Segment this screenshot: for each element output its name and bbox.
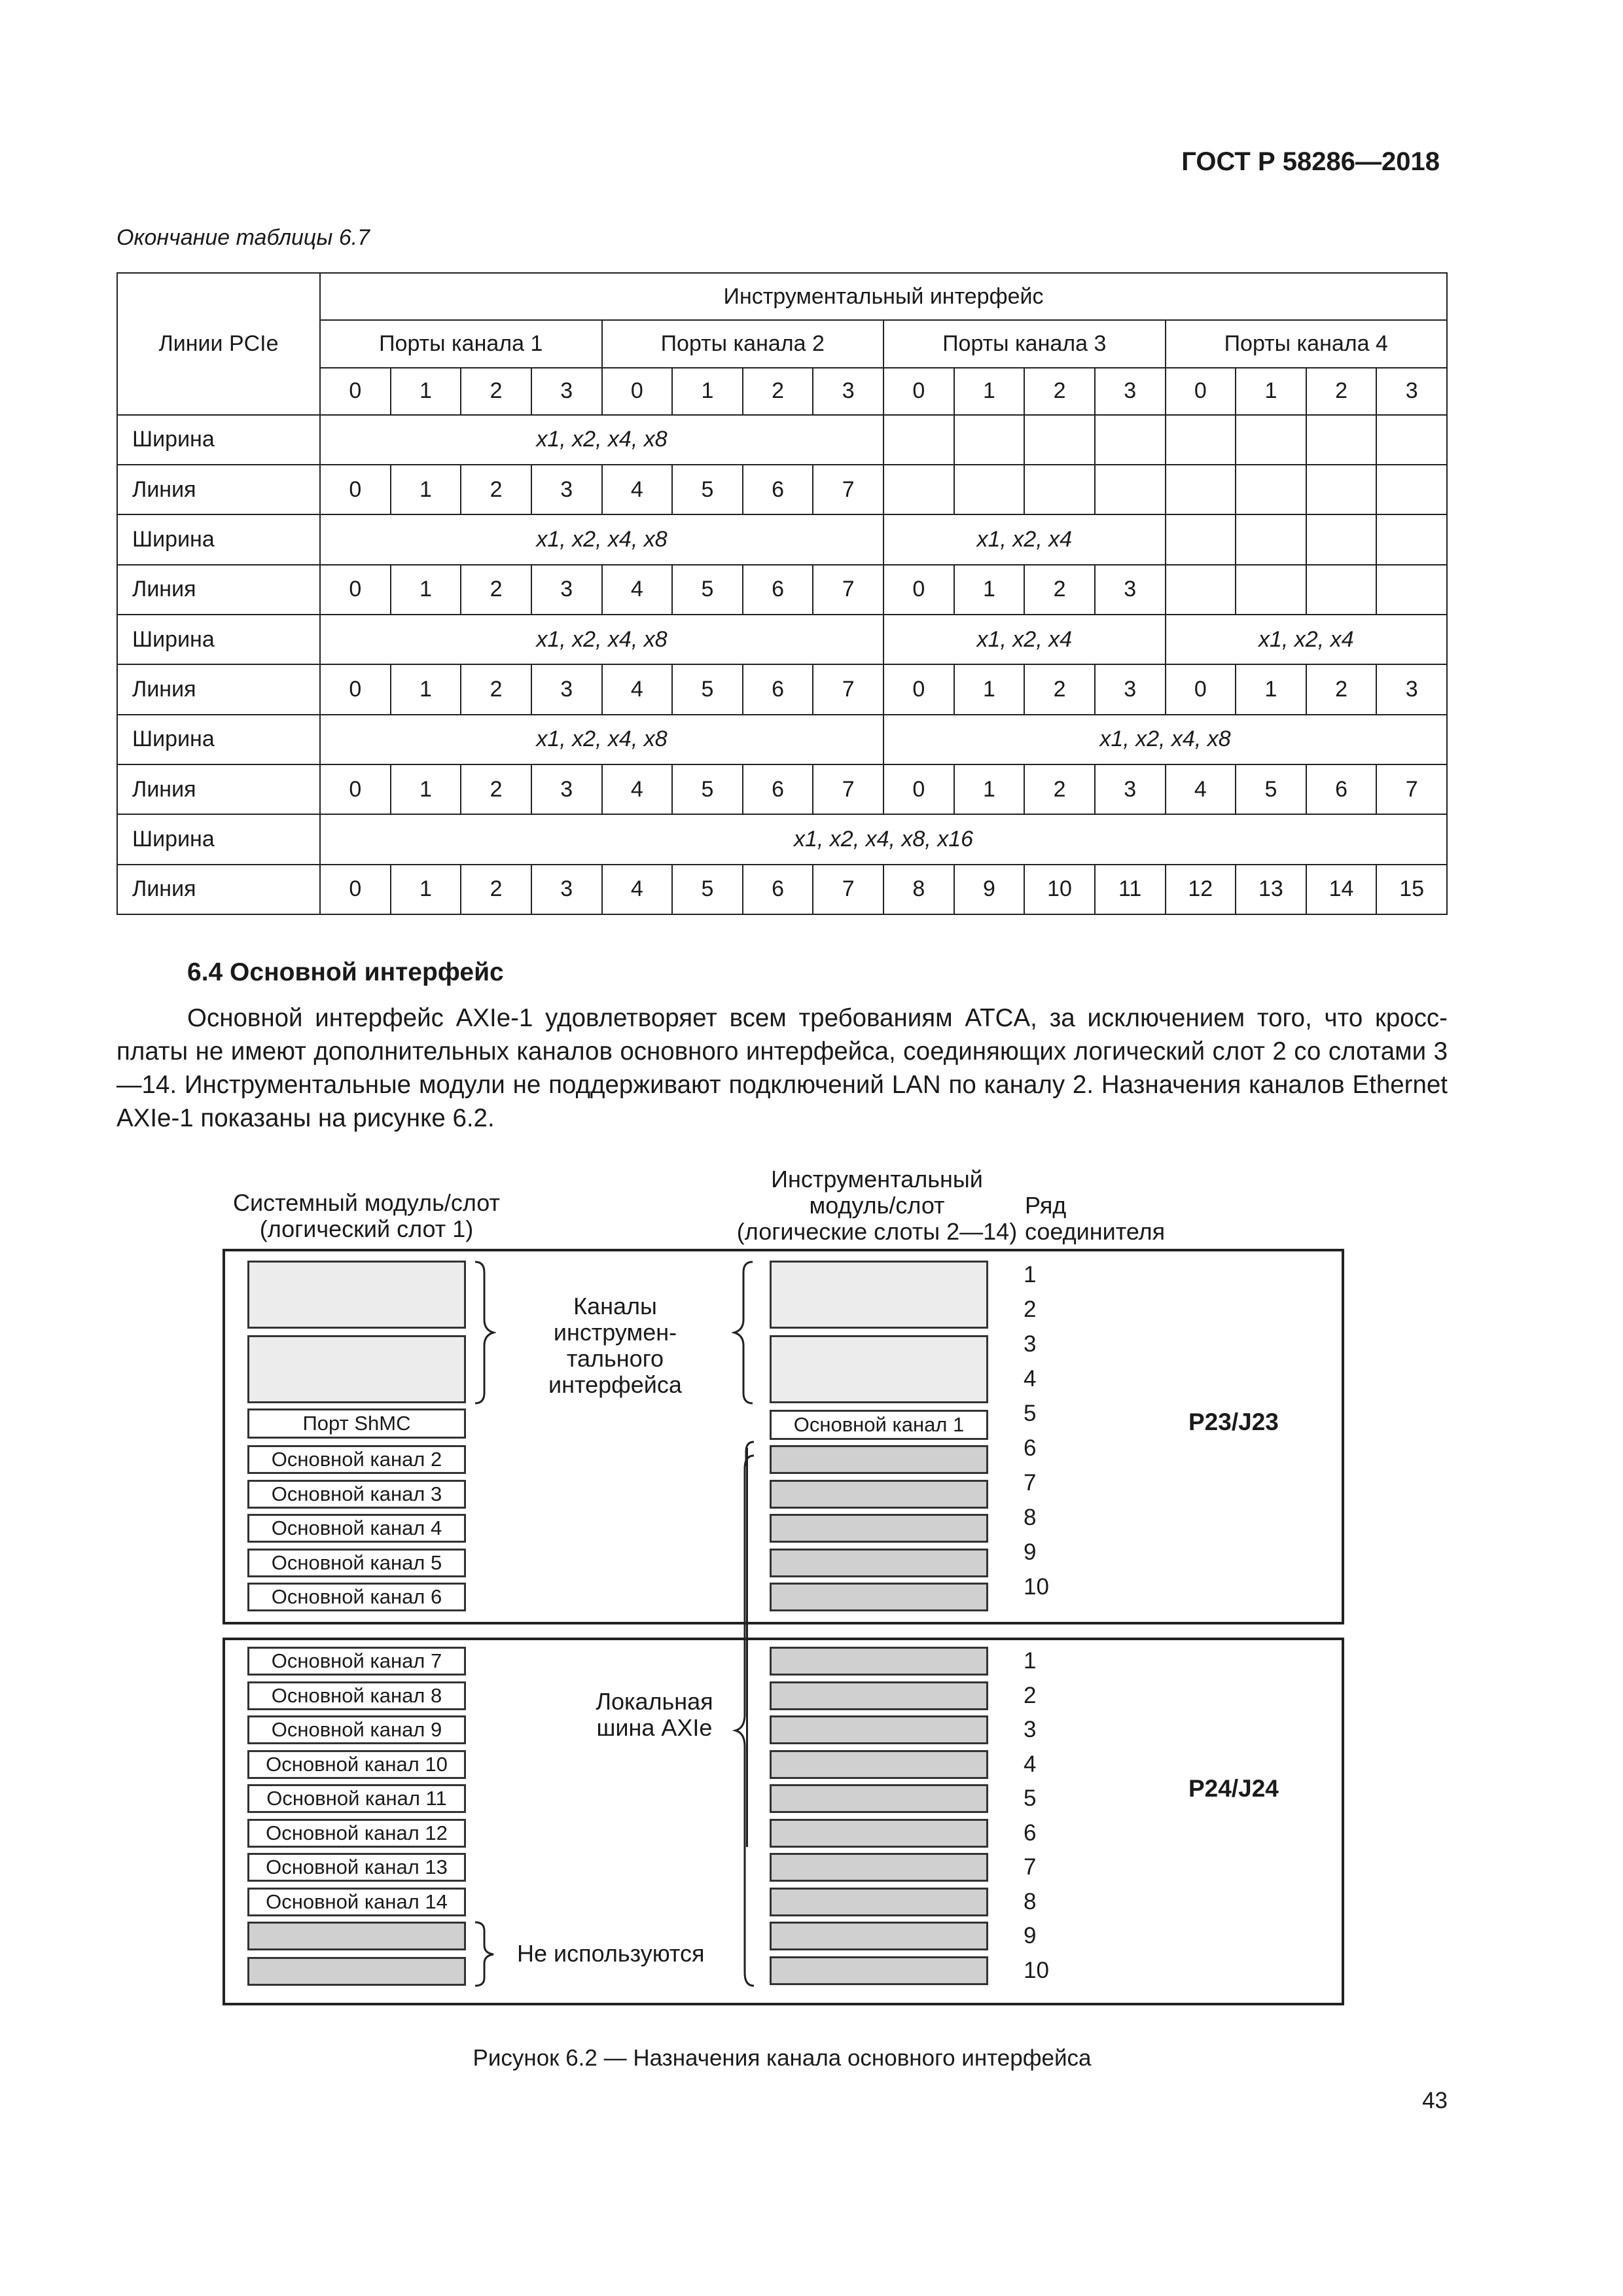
- section-title: 6.4 Основной интерфейс: [187, 958, 504, 986]
- line-cell: 3: [531, 865, 602, 914]
- width-cell: x1, x2, x4, x8: [320, 415, 883, 465]
- connector-row-header-line2: соединителя: [1025, 1218, 1166, 1245]
- port-number: 0: [602, 368, 673, 415]
- lower-connector-frame: [223, 1638, 1344, 2005]
- width-cell: x1, x2, x4, x8: [883, 715, 1447, 764]
- local-bus-slot: [770, 1750, 988, 1779]
- line-row: [117, 465, 1447, 514]
- line-cell: 5: [1236, 764, 1306, 814]
- system-channel-slot: Основной канал 5: [247, 1549, 466, 1577]
- lower-row-number: 3: [1024, 1717, 1037, 1742]
- system-slot-header-line2: (логический слот 1): [259, 1215, 474, 1242]
- line-cell: 1: [391, 865, 461, 914]
- line-cell: [1306, 565, 1377, 615]
- line-cell: 6: [743, 565, 813, 615]
- upper-row-number: 2: [1024, 1297, 1037, 1322]
- upper-row-number: 9: [1024, 1539, 1037, 1565]
- width-cell: x1, x2, x4, x8: [320, 715, 883, 764]
- line-cell: 11: [1095, 865, 1166, 914]
- upper-row-number: 5: [1024, 1401, 1037, 1426]
- port-number: 2: [1306, 368, 1377, 415]
- system-instrument-channel-block-1: [247, 1261, 466, 1329]
- lower-row-number: 1: [1024, 1648, 1037, 1674]
- local-bus-slot: [770, 1853, 988, 1882]
- line-row-label: Линия: [117, 465, 320, 514]
- lower-row-number: 9: [1024, 1923, 1037, 1948]
- line-cell: [1306, 465, 1377, 514]
- line-cell: 2: [461, 865, 531, 914]
- instrument-channels-label-line2: инструмен-: [553, 1319, 677, 1346]
- line-cell: 6: [743, 465, 813, 514]
- instrument-slot-header: [694, 1166, 1060, 1245]
- line-cell: 4: [602, 865, 673, 914]
- line-cell: 4: [602, 465, 673, 514]
- width-row: [117, 814, 1447, 864]
- section-paragraph: Основной интерфейс AXIe-1 удовлетворяет всем требованиям ATCA, за исключением того, что кросс-платы не имеют дополнительных каналов основного интерфейса, соединяющих логический слот 2 со слотами 3—14. Инструментальные модули не поддерживают подключений LAN по каналу 2. Назначения каналов Ethernet AXIe-1 показаны на рисунке 6.2.: [116, 1004, 1448, 1132]
- line-cell: 4: [602, 764, 673, 814]
- instrument-channels-label-line4: интерфейса: [548, 1371, 682, 1398]
- width-row: [117, 615, 1447, 664]
- line-row-label: Линия: [117, 664, 320, 714]
- line-cell: 5: [672, 865, 743, 914]
- port-number: 3: [813, 368, 883, 415]
- width-cell: x1, x2, x4, x8: [320, 615, 883, 664]
- line-row: [117, 664, 1447, 714]
- system-channel-slot: Основной канал 3: [247, 1480, 466, 1509]
- width-row: [117, 415, 1447, 465]
- line-cell: 3: [531, 664, 602, 714]
- line-cell: 9: [954, 865, 1025, 914]
- width-cell: [1166, 415, 1236, 465]
- line-cell: 5: [672, 465, 743, 514]
- line-cell: 3: [531, 565, 602, 615]
- line-cell: 10: [1024, 865, 1095, 914]
- connector-row-header: [1025, 1193, 1182, 1245]
- system-slot-header: [196, 1190, 537, 1242]
- line-cell: [954, 465, 1025, 514]
- width-cell: [1306, 514, 1377, 564]
- line-cell: 5: [672, 565, 743, 615]
- instrument-channel-slot: [770, 1583, 988, 1611]
- port-number: 3: [1376, 368, 1447, 415]
- standard-number: ГОСТ Р 58286—2018: [1181, 147, 1440, 176]
- upper-row-number: 1: [1024, 1262, 1037, 1287]
- line-cell: 5: [672, 764, 743, 814]
- line-cell: 1: [391, 565, 461, 615]
- upper-connector-frame: [223, 1249, 1344, 1624]
- port-number: 3: [1095, 368, 1166, 415]
- local-bus-slot: [770, 1922, 988, 1950]
- system-channel-slot: Основной канал 10: [247, 1750, 466, 1779]
- line-cell: 0: [320, 764, 391, 814]
- line-cell: 0: [320, 565, 391, 615]
- line-cell: 2: [461, 764, 531, 814]
- port-number: 0: [883, 368, 954, 415]
- line-row-label: Линия: [117, 565, 320, 615]
- width-cell: [954, 415, 1025, 465]
- line-cell: 1: [1236, 664, 1306, 714]
- system-unused-slot-1: [247, 1922, 466, 1950]
- width-cell: [1236, 514, 1306, 564]
- system-channel-slot: Основной канал 6: [247, 1583, 466, 1611]
- width-cell: x1, x2, x4, x8: [320, 514, 883, 564]
- instrument-channel-slot: [770, 1445, 988, 1474]
- local-bus-slot: [770, 1647, 988, 1676]
- line-cell: [1376, 465, 1447, 514]
- upper-row-number: 7: [1024, 1470, 1037, 1496]
- port-number: 1: [672, 368, 743, 415]
- lower-row-number: 10: [1024, 1957, 1049, 1983]
- instrument-base-channel-slot: Основной канал 1: [770, 1410, 988, 1440]
- line-cell: 4: [602, 664, 673, 714]
- line-cell: 1: [391, 764, 461, 814]
- table-caption: Окончание таблицы 6.7: [116, 225, 370, 250]
- line-cell: 2: [1024, 565, 1095, 615]
- line-cell: 0: [883, 764, 954, 814]
- line-row: [117, 764, 1447, 814]
- system-channel-slot: Основной канал 14: [247, 1888, 466, 1916]
- instrument-channels-label-line3: тального: [566, 1345, 664, 1372]
- width-cell: x1, x2, x4: [1166, 615, 1448, 664]
- width-cell: x1, x2, x4: [883, 514, 1166, 564]
- line-cell: 0: [320, 664, 391, 714]
- line-cell: 7: [813, 565, 883, 615]
- line-cell: 6: [743, 664, 813, 714]
- page-number: 43: [1422, 2088, 1448, 2113]
- upper-row-number: 10: [1024, 1574, 1049, 1600]
- lower-row-number: 8: [1024, 1888, 1037, 1914]
- width-cell: [1095, 415, 1166, 465]
- upper-connector-label: P23/J23: [1188, 1408, 1279, 1435]
- line-row-label: Линия: [117, 764, 320, 814]
- width-row-label: Ширина: [117, 514, 320, 564]
- local-bus-label-line2: шина AXIe: [596, 1714, 713, 1741]
- upper-row-number: 3: [1024, 1331, 1037, 1357]
- system-channel-slot: Основной канал 9: [247, 1715, 466, 1744]
- line-cell: 6: [1306, 764, 1377, 814]
- line-cell: [1236, 565, 1306, 615]
- port-number: 0: [1166, 368, 1236, 415]
- unused-label: Не используются: [517, 1940, 705, 1967]
- line-cell: 3: [531, 465, 602, 514]
- system-channel-slot: Основной канал 12: [247, 1819, 466, 1848]
- line-row: [117, 565, 1447, 615]
- line-cell: 8: [883, 865, 954, 914]
- port-number: 2: [1024, 368, 1095, 415]
- local-bus-label-line1: Локальная: [596, 1688, 713, 1715]
- width-cell: [1376, 415, 1447, 465]
- port-number: 1: [1236, 368, 1306, 415]
- system-channel-slot: Основной канал 8: [247, 1681, 466, 1710]
- channel-header: Порты канала 2: [602, 320, 884, 367]
- instrument-slot-header-line3: (логические слоты 2—14): [736, 1218, 1018, 1245]
- width-cell: [1024, 415, 1095, 465]
- line-cell: 1: [954, 764, 1025, 814]
- local-bus-brace: [732, 1453, 758, 1990]
- line-cell: 14: [1306, 865, 1377, 914]
- instrument-channel-slot: [770, 1480, 988, 1509]
- width-cell: x1, x2, x4, x8, x16: [320, 814, 1447, 864]
- pcie-lines-table: [116, 272, 1448, 915]
- group-label: Инструментальный интерфейс: [320, 273, 1447, 320]
- line-cell: 2: [461, 465, 531, 514]
- system-slot-header-line1: Системный модуль/слот: [233, 1189, 500, 1216]
- shmc-port-slot: Порт ShMC: [247, 1408, 466, 1439]
- system-channel-slot: Основной канал 7: [247, 1647, 466, 1676]
- upper-row-number: 8: [1024, 1505, 1037, 1530]
- local-bus-slot: [770, 1819, 988, 1848]
- line-cell: 2: [1024, 664, 1095, 714]
- line-cell: [1024, 465, 1095, 514]
- line-cell: 0: [1166, 664, 1236, 714]
- port-number: 1: [391, 368, 461, 415]
- lower-connector-label: P24/J24: [1188, 1775, 1279, 1802]
- line-cell: 3: [1095, 565, 1166, 615]
- channel-header: Порты канала 1: [320, 320, 602, 367]
- instrument-channel-block-1: [770, 1261, 988, 1329]
- line-cell: 1: [391, 664, 461, 714]
- line-cell: 7: [813, 764, 883, 814]
- line-cell: 15: [1376, 865, 1447, 914]
- width-cell: [1236, 415, 1306, 465]
- line-cell: [883, 465, 954, 514]
- system-channel-slot: Основной канал 2: [247, 1445, 466, 1474]
- line-cell: 1: [391, 465, 461, 514]
- connector-row-header-line1: Ряд: [1025, 1192, 1067, 1219]
- line-cell: [1166, 565, 1236, 615]
- upper-row-number: 6: [1024, 1435, 1037, 1461]
- instrument-channel-slot: [770, 1514, 988, 1543]
- line-cell: 13: [1236, 865, 1306, 914]
- system-instrument-channel-block-2: [247, 1335, 466, 1403]
- instrument-lower-brace-top: [738, 1440, 755, 1466]
- width-cell: [1306, 415, 1377, 465]
- lower-row-number: 5: [1024, 1785, 1037, 1811]
- instrument-channels-label-line1: Каналы: [573, 1293, 657, 1319]
- line-cell: 3: [1095, 664, 1166, 714]
- instrument-channels-label: [517, 1293, 713, 1398]
- channel-header: Порты канала 4: [1166, 320, 1448, 367]
- line-cell: 0: [320, 465, 391, 514]
- line-cell: 1: [954, 565, 1025, 615]
- system-unused-slot-2: [247, 1957, 466, 1986]
- lower-row-number: 7: [1024, 1854, 1037, 1880]
- upper-row-number: 4: [1024, 1366, 1037, 1391]
- line-cell: 5: [672, 664, 743, 714]
- figure-caption: Рисунок 6.2 — Назначения канала основного интерфейса: [473, 2045, 1092, 2071]
- width-row-label: Ширина: [117, 715, 320, 764]
- lower-row-number: 6: [1024, 1820, 1037, 1846]
- width-row-label: Ширина: [117, 415, 320, 465]
- line-cell: 3: [1376, 664, 1447, 714]
- line-cell: 2: [1024, 764, 1095, 814]
- line-row-label: Линия: [117, 865, 320, 914]
- line-cell: 0: [320, 865, 391, 914]
- line-cell: 3: [531, 764, 602, 814]
- port-number: 1: [954, 368, 1025, 415]
- lower-row-number: 4: [1024, 1751, 1037, 1777]
- port-number: 0: [320, 368, 391, 415]
- width-cell: [1166, 514, 1236, 564]
- line-cell: [1236, 465, 1306, 514]
- line-cell: [1166, 465, 1236, 514]
- unused-brace: [473, 1920, 496, 1988]
- system-channel-slot: Основной канал 13: [247, 1853, 466, 1882]
- width-cell: [883, 415, 954, 465]
- line-cell: 7: [1376, 764, 1447, 814]
- instrument-slot-header-line2: модуль/слот: [809, 1192, 945, 1219]
- line-cell: 0: [883, 565, 954, 615]
- channel-header: Порты канала 3: [883, 320, 1166, 367]
- line-cell: [1376, 565, 1447, 615]
- local-bus-label: [576, 1689, 733, 1741]
- lower-row-number: 2: [1024, 1682, 1037, 1708]
- line-cell: 7: [813, 865, 883, 914]
- width-row: [117, 715, 1447, 764]
- local-bus-slot: [770, 1888, 988, 1916]
- line-cell: 7: [813, 664, 883, 714]
- line-cell: 6: [743, 764, 813, 814]
- upper-left-brace: [473, 1259, 496, 1406]
- line-cell: 6: [743, 865, 813, 914]
- instrument-slot-header-line1: Инструментальный: [771, 1166, 983, 1193]
- line-cell: 4: [1166, 764, 1236, 814]
- line-cell: 2: [461, 565, 531, 615]
- line-cell: 2: [1306, 664, 1377, 714]
- instrument-channel-block-2: [770, 1335, 988, 1403]
- line-cell: 7: [813, 465, 883, 514]
- instrument-channel-slot: [770, 1549, 988, 1577]
- bus-line: [746, 1448, 748, 1847]
- width-row: [117, 514, 1447, 564]
- line-cell: [1095, 465, 1166, 514]
- system-channel-slot: Основной канал 11: [247, 1784, 466, 1813]
- line-cell: 0: [883, 664, 954, 714]
- upper-right-brace: [732, 1259, 755, 1406]
- line-cell: 3: [1095, 764, 1166, 814]
- width-row-label: Ширина: [117, 615, 320, 664]
- port-number: 2: [743, 368, 813, 415]
- local-bus-slot: [770, 1715, 988, 1744]
- line-cell: 1: [954, 664, 1025, 714]
- local-bus-slot: [770, 1681, 988, 1710]
- corner-label: Линии PCIe: [117, 273, 320, 415]
- system-channel-slot: Основной канал 4: [247, 1514, 466, 1543]
- local-bus-slot: [770, 1956, 988, 1985]
- line-cell: 12: [1166, 865, 1236, 914]
- port-number: 2: [461, 368, 531, 415]
- line-row: [117, 865, 1447, 914]
- port-number: 3: [531, 368, 602, 415]
- width-cell: [1376, 514, 1447, 564]
- line-cell: 4: [602, 565, 673, 615]
- width-row-label: Ширина: [117, 814, 320, 864]
- width-cell: x1, x2, x4: [883, 615, 1166, 664]
- local-bus-slot: [770, 1784, 988, 1813]
- line-cell: 2: [461, 664, 531, 714]
